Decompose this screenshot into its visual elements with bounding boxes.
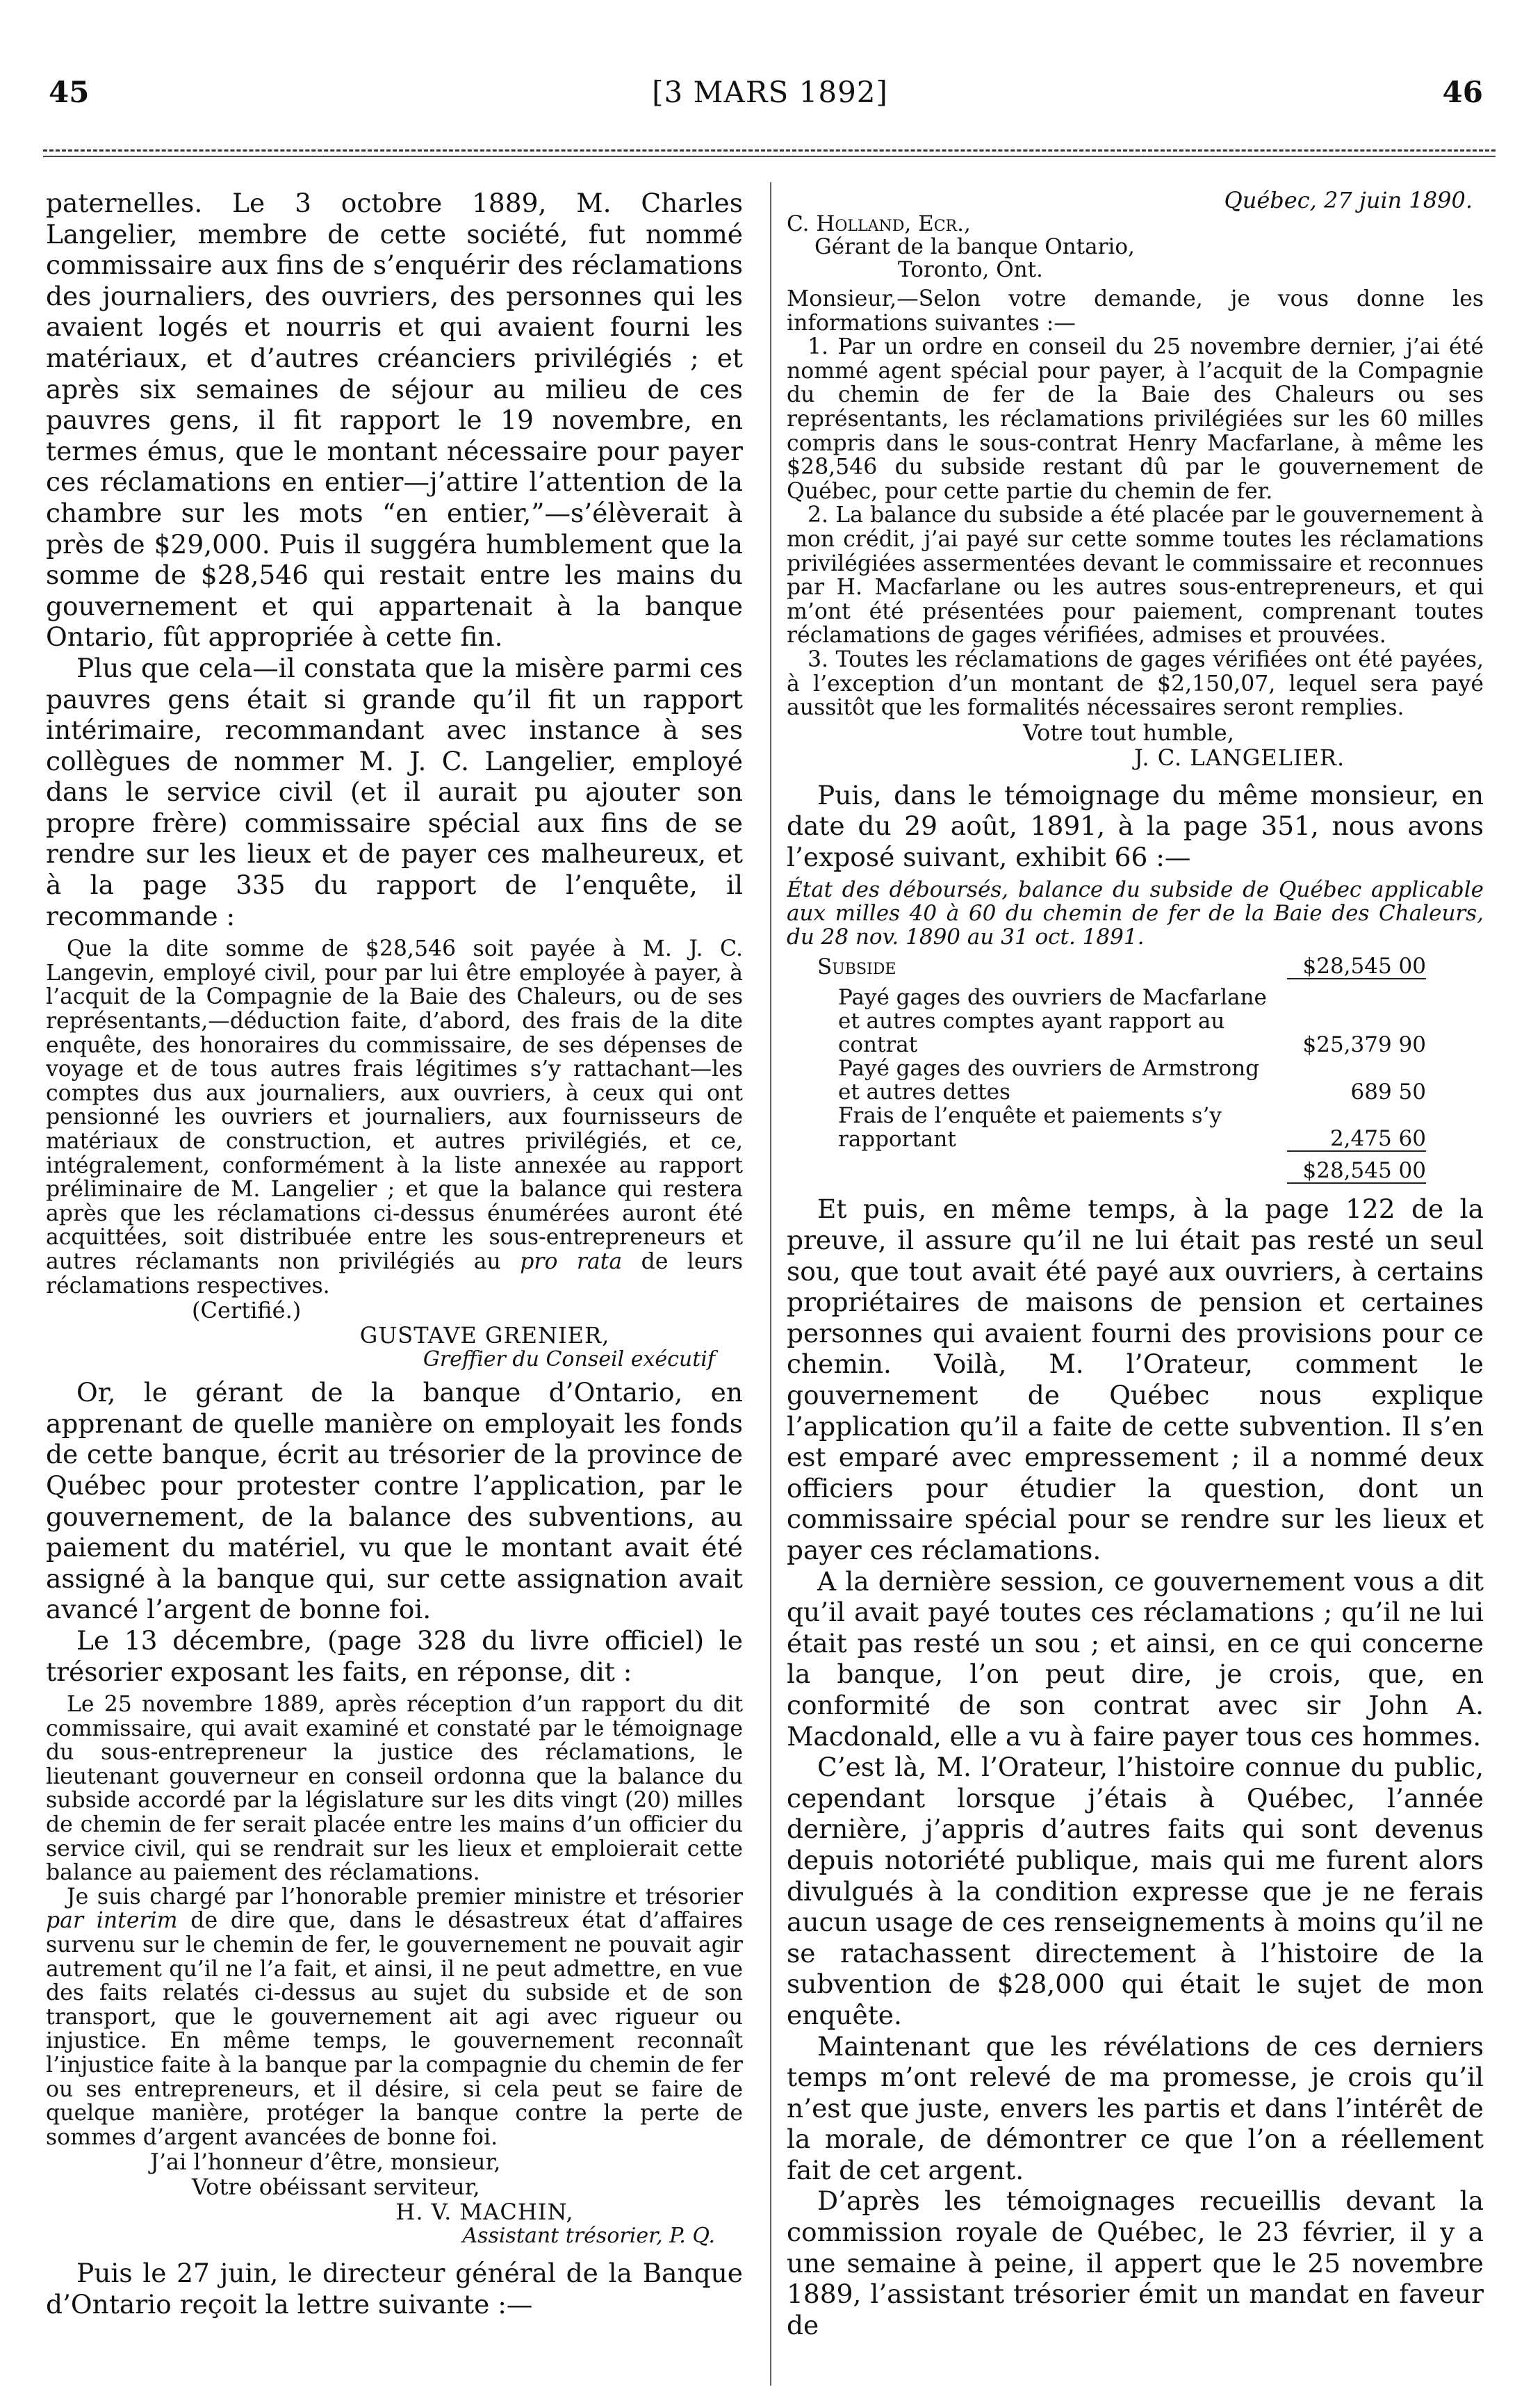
signature-machin: H. V. MACHIN,	[395, 2199, 574, 2226]
letter-addressee-line-3: Toronto, Ont.	[898, 257, 1043, 282]
closing-line-1: J’ai l’honneur d’être, monsieur,	[150, 2149, 501, 2176]
right-column	[787, 188, 1484, 2377]
quote-treasurer-1: Le 25 novembre 1889, après réception d’un rapport du dit commissaire, qui avait examiné et constaté par le témoignage du sous-entrepreneur la justice des réclamations, le lieutenant gouverneur en conseil ordonna que la balance du subside accordé par la législature sur les dits vingt (20) milles de chemin de fer serait placée entre les mains d’un officier du service civil, qui se rendrait sur les lieux et emploierait cette balance au paiement des réclamations.	[46, 1692, 743, 1886]
letter-addressee-line-2: Gérant de la banque Ontario,	[814, 234, 1135, 259]
quote-order-in-council: Que la dite somme de $28,546 soit payée à M. J. C. Langevin, employé civil, pour par lui être employée à payer, à l’acquit de la Compagnie de la Baie des Chaleurs, ou de ses représentants,—déduction faite, d’abord, des frais de la dite enquête, des honoraires du commissaire, de ses dépenses de voyage et de tous autres frais légitimes s’y rattachant—les comptes dus aux journaliers, aux ouvriers, à ceux qui ont pensionné les ouvriers et journaliers, aux fournisseurs de matériaux de construction, et autres privilégiés, et ce, intégralement, conformément à la liste annexée au rapport préliminaire de M. Langelier ; et que la balance qui restera après que les réclamations ci-dessus énumérées auront été acquittées, soit distribuée entre les sous-entrepreneurs et autres réclamants non privilégiés au pro rata de leurs réclamations respectives.	[46, 936, 743, 1298]
table-row-amount: 2,475 60	[1329, 1126, 1426, 1152]
left-paragraph-3: Or, le gérant de la banque d’Ontario, en apprenant de quelle manière on employait les fonds de cette banque, écrit au trésorier de la province de Québec pour protester contre l’application, par le gouvernement, de la balance des subventions, au paiement du matériel, vu que le montant avait été assigné à la banque qui, sur cette assignation avait avancé l’argent de bonne foi.	[46, 1377, 743, 1625]
quote-treasurer-2: Je suis chargé par l’honorable premier ministre et trésorier par interim de dire que, dans le désastreux état d’affaires survenu sur le chemin de fer, le gouvernement ne pouvait agir autrement qu’il ne l’a fait, et ainsi, il ne peut admettre, en vue des faits relatés ci-dessus au sujet du subside et de son transport, que le gouvernement ait agi avec rigueur ou injustice. En même temps, le gouvernement reconnaît l’injustice faite à la banque par la compagnie du chemin de fer ou ses entrepreneurs, et il désire, si cela peut se faire de quelque manière, protéger la banque contre la perte de sommes d’argent avancées de bonne foi.	[46, 1884, 743, 2150]
running-header-date: [3 MARS 1892]	[652, 75, 888, 109]
header-rule-solid	[43, 156, 1496, 157]
right-paragraph-3: A la dernière session, ce gouvernement vous a dit qu’il avait payé toutes ces réclamations ; qu’il ne lui était pas resté un sou ; et ainsi, en ce qui concerne la banque, l’on peut dire, je crois, que, en conformité de son contrat avec sir John A. Macdonald, elle a vu à faire payer tous ces hommes.	[787, 1565, 1484, 1752]
right-paragraph-4: C’est là, M. l’Orateur, l’histoire connue du public, cependant lorsque j’étais à Québec, l’année dernière, j’appris d’autres faits qui sont devenus depuis notoriété publique, mais qui me furent alors divulgués à la condition expresse que je ne ferais aucun usage de ces renseignements à moins qu’il ne se ratachassent directement à l’histoire de la subvention de $28,000 qui était le sujet de mon enquête.	[787, 1752, 1484, 2030]
left-paragraph-5: Puis le 27 juin, le directeur général de la Banque d’Ontario reçoit la lettre suivante :—	[46, 2258, 743, 2320]
table-row-label: Payé gages des ouvriers de Macfarlane et autres comptes ayant rapport au contrat	[838, 985, 1267, 1058]
left-paragraph-2: Plus que cela—il constata que la misère parmi ces pauvres gens était si grande qu’il fit un rapport intérimaire, recommandant avec instance à ses collègues de nommer M. J. C. Langelier, employé dans le service civil (et il aurait pu ajouter son propre frère) commissaire spécial aux fins de se rendre sur les lieux et de payer ces malheureux, et à la page 335 du rapport de l’enquête, il recommande :	[46, 652, 743, 931]
disbursement-table	[817, 954, 1426, 1184]
table-row-label: Frais de l’enquête et paiements s’y rapportant	[838, 1103, 1222, 1152]
left-paragraph-1: paternelles. Le 3 octobre 1889, M. Charles Langelier, membre de cette société, fut nommé commissaire aux fins de s’enquérir des réclamations des journaliers, des ouvriers, des personnes qui les avaient logés et nourris et qui avaient fourni les matériaux, et d’autres créanciers privilégiés ; et après six semaines de séjour au milieu de ces pauvres gens, il fit rapport le 19 novembre, en termes émus, que le montant nécessaire pour payer ces réclamations en entier—j’attire l’attention de la chambre sur les mots “en entier,”—s’élèverait à près de $29,000. Puis il suggéra humblement que la somme de $28,546 qui restait entre les mains du gouvernement et qui appartenait à la banque Ontario, fût appropriée à cette fin.	[46, 188, 743, 653]
signature-grenier-title: Greffier du Conseil exécutif	[423, 1347, 715, 1372]
table-caption: État des déboursés, balance du subside de Québec applicable aux milles 40 à 60 du chemin de fer de la Baie des Chaleurs, du 28 nov. 1890 au 31 oct. 1891.	[787, 877, 1484, 950]
table-row-label: Payé gages des ouvriers de Armstrong et autres dettes	[838, 1056, 1259, 1105]
table-row	[817, 1057, 1426, 1104]
letter-paragraph-2: 1. Par un ordre en conseil du 25 novembre dernier, j’ai été nommé agent spécial pour payer, à l’acquit de la Compagnie du chemin de fer de la Baie des Chaleurs ou ses représentants, les réclamations privilégiées sur les 60 milles compris dans le sous-contrat Henry Macfarlane, à même les $28,546 du subside restant dû par le gouvernement de Québec, pour cette partie du chemin de fer.	[787, 334, 1484, 504]
page-number-left: 45	[49, 75, 90, 109]
table-row-label: Subside	[817, 954, 896, 980]
letter-paragraph-4: 3. Toutes les réclamations de gages vérifiées ont été payées, à l’exception d’un montant de $2,150,07, lequel sera payé aussitôt que les formalités nécessaires seront remplies.	[787, 646, 1484, 721]
signature-grenier: GUSTAVE GRENIER,	[359, 1322, 610, 1349]
right-paragraph-6: D’après les témoignages recueillis devant la commission royale de Québec, le 23 février, il y a une semaine à peine, il appert que le 25 novembre 1889, l’assistant trésorier émit un mandat en faveur de	[787, 2185, 1484, 2340]
header-rule-dashed	[43, 149, 1496, 152]
letter-place-date: Québec, 27 juin 1890.	[1224, 188, 1473, 213]
table-row-amount: $25,379 90	[1302, 1032, 1426, 1058]
table-total-row	[817, 1151, 1426, 1183]
right-paragraph-5: Maintenant que les révélations de ces derniers temps m’ont relevé de ma promesse, je crois qu’il n’est que juste, envers les partis et dans l’intérêt de la morale, de démontrer ce que l’on a réellement fait de cet argent.	[787, 2030, 1484, 2185]
left-column	[46, 188, 743, 2377]
page-number-right: 46	[1442, 75, 1483, 109]
table-row-amount: 689 50	[1350, 1080, 1426, 1105]
closing-line-2: Votre obéissant serviteur,	[192, 2174, 480, 2201]
right-paragraph-1: Puis, dans le témoignage du même monsieur, en date du 29 août, 1891, à la page 351, nous avons l’exposé suivant, exhibit 66 :—	[787, 779, 1484, 872]
column-divider	[770, 182, 771, 2386]
right-paragraph-2: Et puis, en même temps, à la page 122 de la preuve, il assure qu’il ne lui était pas resté un seul sou, que tout avait été payé aux ouvriers, à certains propriétaires de maisons de pension et certaines personnes qui avaient fourni des provisions pour ce chemin. Voilà, M. l’Orateur, comment le gouvernement de Québec nous explique l’application qu’il a faite de cette subvention. Il s’en est emparé avec empressement ; il a nommé deux officiers pour étudier la question, dont un commissaire spécial pour se rendre sur les lieux et payer ces réclamations.	[787, 1194, 1484, 1565]
letter-paragraph-1: Monsieur,—Selon votre demande, je vous donne les informations suivantes :—	[787, 286, 1484, 336]
letter-paragraph-3: 2. La balance du subside a été placée par le gouvernement à mon crédit, j’ai payé sur cette somme toutes les réclamations privilégiées assermentées devant le commissaire et reconnues par H. Macfarlane ou les autres sous-entrepreneurs, et qui m’ont été présentées pour paiement, comprenant toutes réclamations de gages vérifiées, admises et prouvées.	[787, 503, 1484, 649]
letter-closing: Votre tout humble,	[1023, 719, 1234, 746]
table-row	[817, 1104, 1426, 1151]
table-row	[817, 954, 1426, 979]
letter-addressee: C. Holland, Ecr.,	[787, 211, 971, 236]
table-row	[817, 979, 1426, 1057]
certified-note: (Certifié.)	[192, 1297, 302, 1324]
signature-machin-title: Assistant trésorier, P. Q.	[462, 2224, 715, 2249]
table-total: $28,545 00	[1287, 1151, 1426, 1183]
left-paragraph-4: Le 13 décembre, (page 328 du livre officiel) le trésorier exposant les faits, en réponse, dit :	[46, 1624, 743, 1687]
table-row-amount: $28,545 00	[1287, 954, 1426, 979]
letter-signature: J. C. LANGELIER.	[1134, 744, 1345, 771]
